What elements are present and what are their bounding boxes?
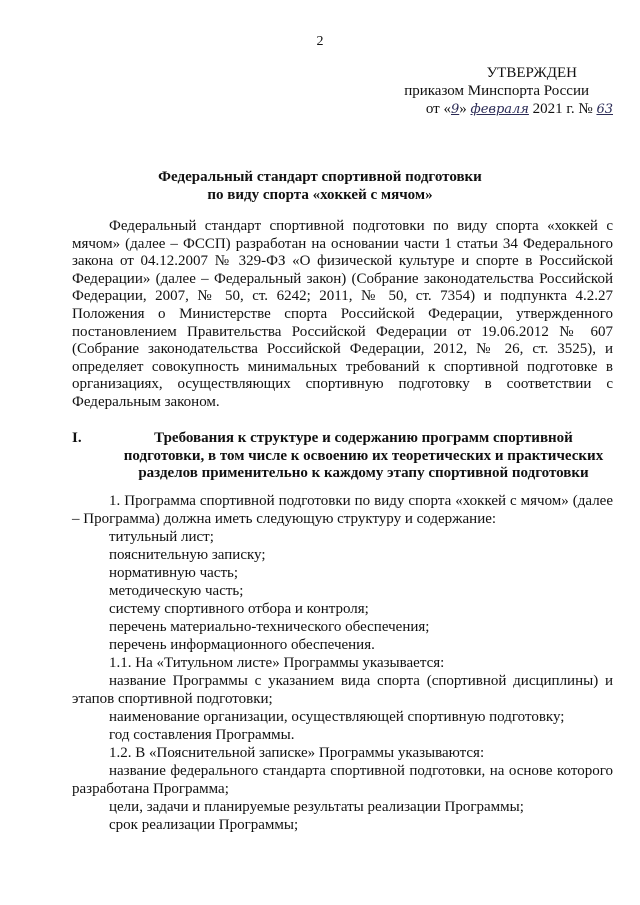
list-item: 1.2. В «Пояснительной записке» Программы указываются: [109, 745, 485, 761]
section-heading-text: Требования к структуре и содержанию программ спортивной подготовки, в том числе к освоению их теоретических и практических разделов применительно к каждому этапу спортивной подготовки [123, 430, 604, 481]
list-item: год составления Программы. [109, 727, 295, 743]
list-item: 1. Программа спортивной подготовки по виду спорта «хоккей с мячом» (далее – Программа) должна иметь следующую структуру и содержание: [72, 493, 613, 527]
year-text: 2021 г. № [532, 101, 593, 117]
approval-order: приказом Минспорта России [404, 83, 589, 99]
list-item: 1.1. На «Титульном листе» Программы указывается: [109, 655, 445, 671]
approval-date-line [353, 100, 613, 119]
date-mid: » [459, 101, 467, 117]
handwritten-month: февраля [470, 102, 529, 117]
approval-status: УТВЕРЖДЕН [486, 65, 577, 81]
list-item: систему спортивного отбора и контроля; [109, 601, 369, 617]
title-line-2: по виду спорта «хоккей с мячом» [207, 187, 433, 203]
list-item: название Программы с указанием вида спорта (спортивной дисциплины) и этапов спортивной подготовки; [72, 673, 613, 707]
list-item: пояснительную записку; [109, 547, 266, 563]
section-heading [72, 430, 613, 483]
list-item: срок реализации Программы; [109, 817, 299, 833]
list-item: наименование организации, осуществляющей спортивную подготовку; [109, 709, 565, 725]
handwritten-number: 63 [596, 102, 613, 117]
list-item: цели, задачи и планируемые результаты реализации Программы; [109, 799, 524, 815]
list-item: перечень материально-технического обеспечения; [109, 619, 430, 635]
requirements-list [72, 492, 613, 834]
intro-paragraph: Федеральный стандарт спортивной подготовки по виду спорта «хоккей с мячом» (далее – ФССП) разработан на основании части 1 статьи 34 Федерального закона от 04.12.2007 № 329-ФЗ «О физической культуре и спорте в Российской Федерации» (далее – Федеральный закон) (Собрание законодательства Российской Федерации, 2007, № 50, ст. 6242; 2011, № 50, ст. 7354) и подпункта 4.2.27 Положения о Министерстве спорта Российской Федерации, утвержденного постановлением Правительства Российской Федерации от 19.06.2012 № 607 (Собрание законодательства Российской Федерации, 2012, № 26, ст. 3525), и определяет совокупность минимальных требований к спортивной подготовке в организациях, осуществляющих спортивную подготовку в соответствии с Федеральным законом. [72, 218, 613, 410]
handwritten-day: 9 [450, 102, 460, 117]
list-item: перечень информационного обеспечения. [109, 637, 375, 653]
list-item: титульный лист; [109, 529, 214, 545]
date-prefix: от « [425, 101, 451, 117]
list-item: название федерального стандарта спортивной подготовки, на основе которого разработана Программа; [72, 763, 613, 797]
page-number: 2 [316, 34, 324, 49]
section-number: I. [72, 430, 82, 446]
title-line-1: Федеральный стандарт спортивной подготовки [158, 169, 482, 185]
approval-stamp [353, 64, 613, 119]
document-title [0, 168, 640, 204]
list-item: методическую часть; [109, 583, 244, 599]
list-item: нормативную часть; [109, 565, 239, 581]
